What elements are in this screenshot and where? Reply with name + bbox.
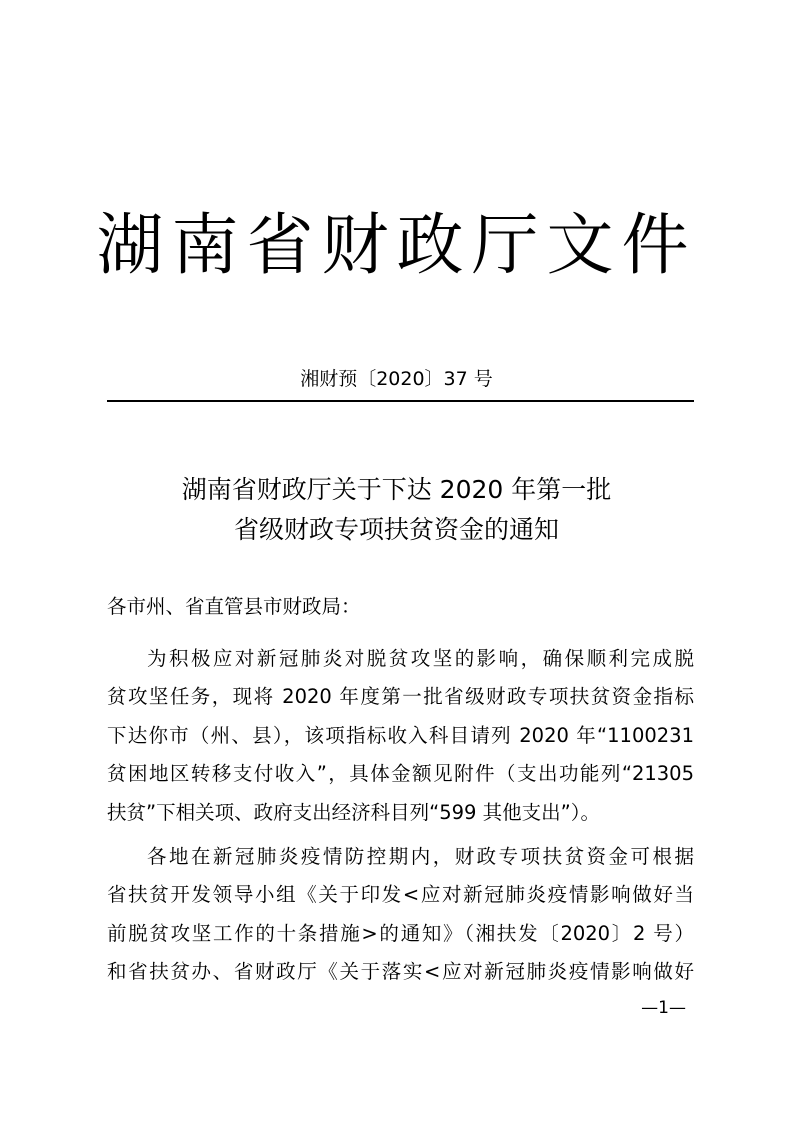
page-number: —1— [641, 998, 686, 1018]
body-paragraph-1 [107, 640, 694, 832]
paragraph-line: 前脱贫攻坚工作的十条措施>的通知》（湘扶发〔2020〕2 号） [107, 921, 694, 945]
paragraph-line: 扶贫”下相关项、政府支出经济科目列“599 其他支出”）。 [107, 800, 600, 824]
body-paragraph-2 [107, 838, 694, 992]
document-title [0, 470, 793, 550]
paragraph-line: 贫困地区转移支付收入”，具体金额见附件（支出功能列“21305 [107, 762, 694, 786]
paragraph-line: 和省扶贫办、省财政厅《关于落实<应对新冠肺炎疫情影响做好 [107, 960, 694, 984]
title-line-2: 省级财政专项扶贫资金的通知 [233, 515, 559, 544]
paragraph-line: 各地在新冠肺炎疫情防控期内，财政专项扶贫资金可根据 [147, 845, 694, 868]
paragraph-line: 下达你市（州、县），该项指标收入科目请列 2020 年“1100231 [107, 723, 694, 747]
paragraph-line: 省扶贫开发领导小组《关于印发<应对新冠肺炎疫情影响做好当 [107, 883, 694, 907]
paragraph-line: 贫攻坚任务，现将 2020 年度第一批省级财政专项扶贫资金指标 [107, 685, 694, 709]
paragraph-line: 为积极应对新冠肺炎对脱贫攻坚的影响，确保顺利完成脱 [147, 647, 694, 670]
document-number: 湘财预〔2020〕37 号 [300, 368, 493, 390]
salutation: 各市州、省直管县市财政局： [107, 595, 361, 618]
header-divider [107, 400, 694, 402]
document-masthead: 湖南省财政厅文件 [96, 206, 697, 284]
title-line-1: 湖南省财政厅关于下达 2020 年第一批 [181, 475, 612, 504]
